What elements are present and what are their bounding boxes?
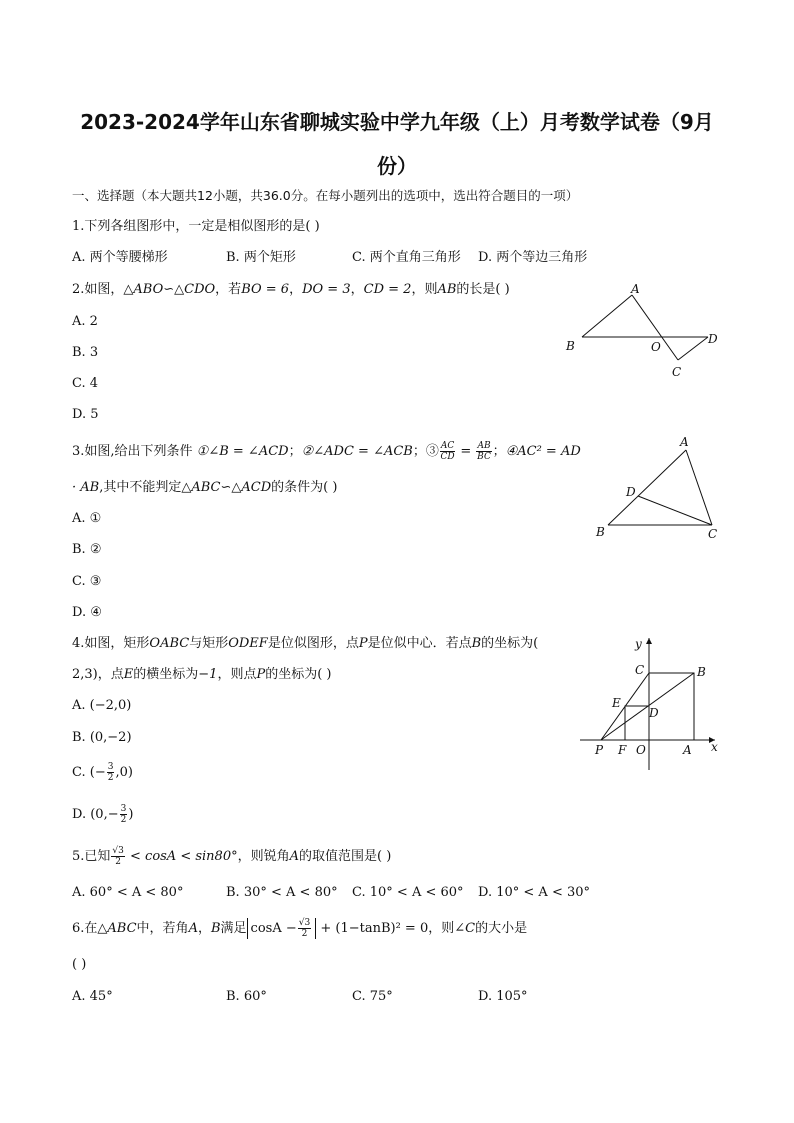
- q4-label-d: D: [649, 706, 659, 720]
- q4-label-b: B: [697, 665, 706, 679]
- q6-stem-line-2: ( ): [72, 957, 87, 972]
- q4-text: ，点: [97, 667, 124, 682]
- page-title: [60, 100, 734, 188]
- q2-option-b[interactable]: B. 3: [72, 345, 99, 360]
- q6-den: 2: [301, 929, 308, 939]
- q2-option-a[interactable]: A. 2: [72, 314, 98, 329]
- q5-option-c[interactable]: C. 10° < A < 60°: [352, 885, 464, 900]
- q5-inequality: < cosA < sin80°: [125, 849, 238, 864]
- q6-option-b[interactable]: B. 60°: [226, 989, 267, 1004]
- q4-d-pre: D. (0,−: [72, 807, 119, 822]
- q3-sep: ；: [288, 444, 302, 459]
- q6-text: ，则: [428, 921, 455, 936]
- q6-angle-a: A: [188, 921, 198, 936]
- q1-option-c[interactable]: C. 两个直角三角形: [352, 250, 461, 265]
- q3-sep: ；: [492, 444, 506, 459]
- q5-option-b[interactable]: B. 30° < A < 80°: [226, 885, 338, 900]
- q4-option-c[interactable]: [72, 762, 133, 783]
- q2-label-d: D: [708, 332, 718, 346]
- q4-c-fraction: [107, 762, 115, 783]
- q6-text: 满足: [220, 921, 247, 936]
- q4-text: 与矩形: [189, 636, 229, 651]
- q4-stem: [72, 635, 538, 653]
- q3-frac1-num: AC: [440, 441, 455, 451]
- q4-point-e: E: [123, 667, 134, 682]
- q5-stem: [72, 846, 391, 867]
- q4-option-b[interactable]: B. (0,−2): [72, 730, 132, 745]
- title-line-1: 2023-2024学年山东省聊城实验中学九年级（上）月考数学试卷（9月: [80, 110, 714, 134]
- q6-option-a[interactable]: A. 45°: [72, 989, 113, 1004]
- q3-option-c[interactable]: C. ③: [72, 574, 102, 589]
- q4-d-fraction: [120, 804, 128, 825]
- q5-num: √3: [112, 846, 124, 856]
- q1-option-b[interactable]: B. 两个矩形: [226, 250, 296, 265]
- q2-option-c[interactable]: C. 4: [72, 376, 99, 391]
- q3-label-d: D: [626, 485, 636, 499]
- q6-prefix: 6.在: [72, 921, 98, 936]
- q3-line-ac: [686, 450, 712, 525]
- q4-point-b: B: [471, 636, 482, 651]
- q3-label-b: B: [596, 525, 605, 539]
- q6-suffix: 的大小是: [475, 921, 528, 936]
- q4-label-f: F: [618, 743, 627, 757]
- q5-option-a[interactable]: A. 60° < A < 80°: [72, 885, 184, 900]
- q4-text: 是位似中心．若点: [367, 636, 472, 651]
- q5-option-d[interactable]: D. 10° < A < 30°: [478, 885, 591, 900]
- q4-c-den: 2: [107, 773, 114, 783]
- q5-prefix: 5.已知: [72, 849, 111, 864]
- q4-label-c: C: [635, 663, 645, 677]
- q5-suffix: 的取值范围是( ): [299, 849, 392, 864]
- q4-text: 的横坐标为: [133, 667, 199, 682]
- q4-point-p: P: [358, 636, 368, 651]
- q2-do: DO = 3: [302, 282, 351, 297]
- q2-sep: ，: [289, 282, 303, 297]
- q6-angle-c: ∠C: [454, 921, 476, 936]
- q1-option-a[interactable]: A. 两个等腰梯形: [72, 250, 168, 265]
- q2-label-a: A: [631, 282, 640, 296]
- q6-option-d[interactable]: D. 105°: [478, 989, 528, 1004]
- q3-option-d[interactable]: D. ④: [72, 605, 102, 620]
- q1-stem: 1.下列各组图形中，一定是相似图形的是( ): [72, 219, 320, 234]
- q5-var: A: [289, 849, 300, 864]
- q3-line-dc: [638, 496, 712, 525]
- q3-sep: ；: [412, 444, 426, 459]
- q4-label-x: x: [711, 740, 718, 754]
- q1-option-d[interactable]: D. 两个等边三角形: [478, 250, 588, 265]
- q3-condition-3-label: ③: [425, 444, 439, 459]
- q3-condition-2: ②∠ADC = ∠ACB: [301, 444, 413, 459]
- q6-text: 中，若角: [136, 921, 189, 936]
- q2-figure: [560, 280, 730, 380]
- q5-text: ，则锐角: [237, 849, 290, 864]
- q6-triangle: △ABC: [97, 921, 137, 936]
- q4-figure: [575, 630, 725, 775]
- q4-label-e: E: [612, 696, 621, 710]
- q3-condition-4: ④AC² = AD: [505, 444, 581, 459]
- q4-label-y: y: [635, 637, 642, 651]
- q6-num: √3: [298, 918, 311, 928]
- q3-suffix: 的条件为( ): [271, 480, 338, 495]
- q4-text: ，则点: [217, 667, 257, 682]
- rect-odef: [625, 706, 649, 740]
- q3-ab: · AB: [72, 480, 100, 495]
- q4-rect-odef: ODEF: [228, 636, 268, 651]
- q2-bo: BO = 6: [241, 282, 290, 297]
- title-line-2: 份）: [377, 154, 417, 178]
- q2-cd: CD = 2: [363, 282, 412, 297]
- q4-d-post: ): [128, 807, 134, 822]
- q4-text: 是位似图形，点: [267, 636, 359, 651]
- q4-value: −1: [198, 667, 218, 682]
- q4-c-pre: C. (−: [72, 765, 106, 780]
- q3-text: ,其中不能判定: [99, 480, 182, 495]
- q2-stem: [72, 281, 510, 299]
- q2-sep: ，: [350, 282, 364, 297]
- q3-condition-1: ①∠B = ∠ACD: [196, 444, 289, 459]
- q2-label-o: O: [651, 340, 661, 354]
- q2-text: ，若: [215, 282, 242, 297]
- q3-frac1-den: CD: [440, 452, 455, 462]
- q4-label-o: O: [636, 743, 646, 757]
- q3-label-c: C: [708, 527, 718, 541]
- q3-stem: [72, 441, 581, 462]
- q6-option-c[interactable]: C. 75°: [352, 989, 393, 1004]
- q2-option-d[interactable]: D. 5: [72, 407, 99, 422]
- q4-option-a[interactable]: A. (−2,0): [72, 698, 132, 713]
- q6-abs-pre: cosA −: [250, 921, 297, 936]
- q3-equals: =: [456, 444, 476, 459]
- q3-fraction-1: [440, 441, 455, 462]
- q3-similar: △ABC∽△ACD: [181, 480, 272, 495]
- q4-suffix: 的坐标为( ): [265, 667, 332, 682]
- q4-c-num: 3: [107, 762, 114, 772]
- q5-fraction: [111, 846, 124, 867]
- q3-stem-line-2: [72, 479, 337, 497]
- q3-line-ab: [608, 450, 686, 525]
- q3-frac2-den: BC: [477, 452, 491, 462]
- section-heading: 一、选择题（本大题共12小题，共36.0分。在每小题列出的选项中，选出符合题目的一项）: [72, 188, 579, 203]
- q4-label-a: A: [683, 743, 692, 757]
- q6-angle-b: B: [210, 921, 221, 936]
- q3-option-b[interactable]: B. ②: [72, 542, 102, 557]
- q4-option-d[interactable]: [72, 804, 133, 825]
- q4-coord: 2,3): [72, 667, 98, 682]
- q4-d-num: 3: [120, 804, 127, 814]
- q6-absolute-value: [247, 918, 317, 939]
- q4-rect-oabc: OABC: [149, 636, 190, 651]
- q4-d-den: 2: [120, 815, 127, 825]
- q2-similar: △ABO∽△CDO: [123, 282, 216, 297]
- q4-text: 4.如图，矩形: [72, 636, 150, 651]
- q2-label-c: C: [672, 365, 682, 379]
- q2-prefix: 2.如图，: [72, 282, 124, 297]
- q3-option-a[interactable]: A. ①: [72, 511, 102, 526]
- q4-c-post: ,0): [115, 765, 133, 780]
- q3-fraction-2: [476, 441, 491, 462]
- q3-figure: [590, 430, 730, 545]
- q2-suffix: 的长是( ): [456, 282, 510, 297]
- q3-prefix: 3.如图,给出下列条件: [72, 444, 197, 459]
- q6-stem: [72, 918, 527, 940]
- q3-label-a: A: [680, 435, 689, 449]
- q6-equation: + (1−tanB)² = 0: [316, 921, 429, 936]
- q4-text: 的坐标为(: [481, 636, 539, 651]
- q4-point-p: P: [256, 667, 266, 682]
- q4-stem-line-2: [72, 666, 332, 684]
- q2-label-b: B: [566, 339, 575, 353]
- q2-line-cd: [678, 337, 708, 360]
- q2-text: ，则: [411, 282, 438, 297]
- q2-line-ba: [582, 295, 632, 337]
- q6-sep: ，: [197, 921, 211, 936]
- q2-ab: AB: [437, 282, 457, 297]
- q5-den: 2: [115, 857, 121, 867]
- q4-label-p: P: [595, 743, 604, 757]
- q6-fraction: [298, 918, 311, 939]
- q3-frac2-num: AB: [477, 441, 491, 451]
